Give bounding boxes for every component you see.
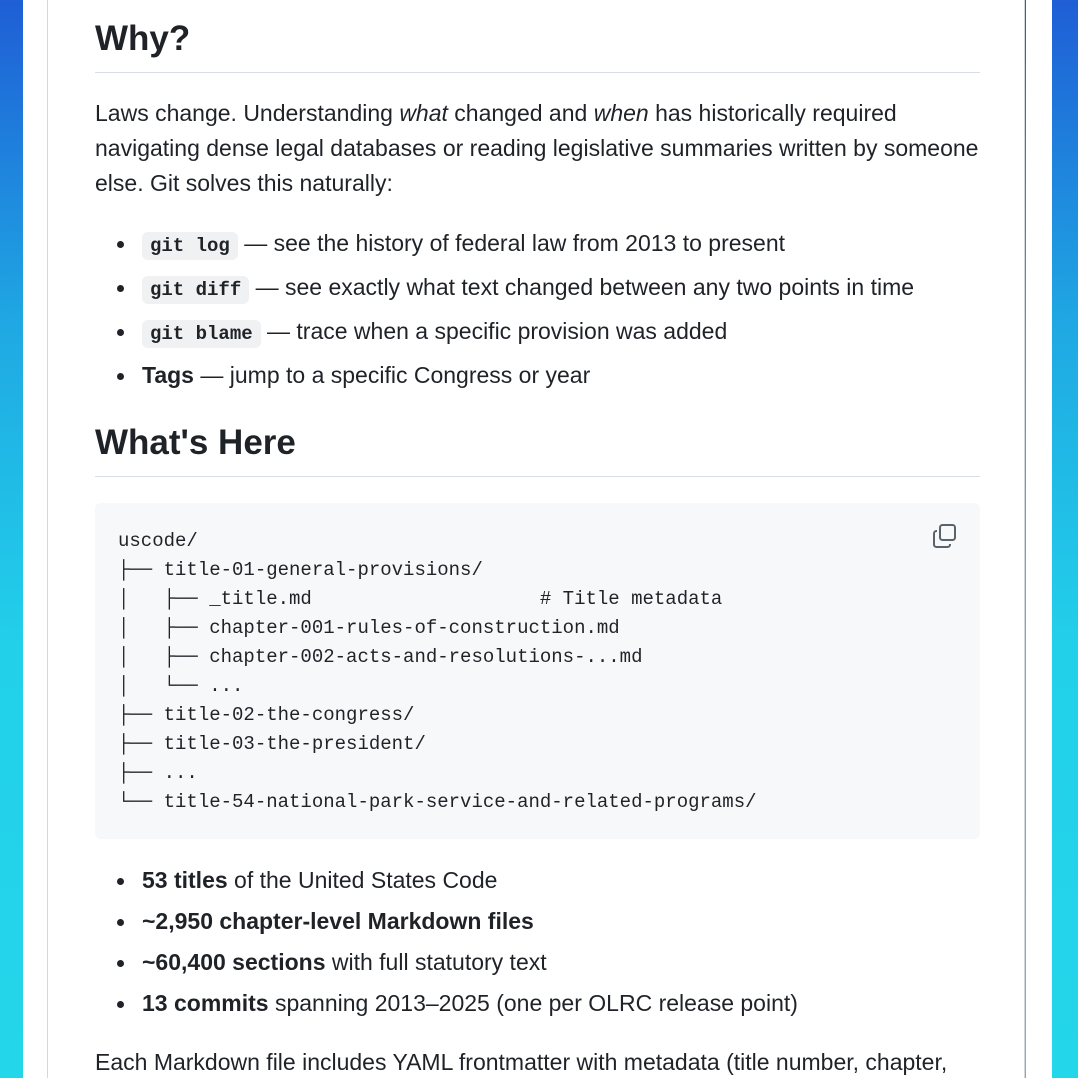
frontmatter-paragraph: Each Markdown file includes YAML frontmatter with metadata (title number, chapter,: [95, 1049, 948, 1075]
list-item: 13 commits spanning 2013–2025 (one per OLRC release point): [142, 983, 980, 1024]
inline-code: git diff: [142, 276, 249, 304]
footer-paragraph: [95, 1045, 980, 1078]
copy-button[interactable]: [932, 523, 958, 549]
list-item: git blame — trace when a specific provision was added: [142, 311, 980, 355]
list-item: ~2,950 chapter-level Markdown files: [142, 901, 980, 942]
list-item: git diff — see exactly what text changed between any two points in time: [142, 267, 980, 311]
copy-icon: [932, 523, 958, 549]
why-intro-paragraph: Laws change. Understanding what changed and when has historically required navigating dense legal databases or reading legislative summaries written by someone else. Git solves this naturally:: [95, 100, 979, 196]
why-heading: Why?: [95, 18, 980, 73]
list-item: git log — see the history of federal law from 2013 to present: [142, 223, 980, 267]
list-item: Tags — jump to a specific Congress or year: [142, 355, 980, 396]
left-gutter: [23, 0, 47, 1078]
list-item: 53 titles of the United States Code: [142, 860, 980, 901]
stats-list: [95, 860, 980, 1024]
list-item: ~60,400 sections with full statutory text: [142, 942, 980, 983]
why-intro: [95, 96, 980, 201]
inline-code: git blame: [142, 320, 261, 348]
whats-here-heading: What's Here: [95, 422, 980, 477]
code-block-content: uscode/ ├── title-01-general-provisions/ │ ├── _title.md # Title metadata │ ├── chapter-001-rules-of-construction.md │ ├── chapter-002-acts-and-resolutions-...md │ └── ... ├── title-02-the-congress/ ├── title-03-the-president/ ├── ... └── title-54-national-park-service-and-related-programs/: [118, 530, 757, 813]
whats-here-section: [95, 422, 980, 477]
why-list: [95, 223, 980, 396]
code-block[interactable]: [95, 503, 980, 839]
right-gutter: [1026, 0, 1052, 1078]
inline-code: git log: [142, 232, 238, 260]
why-section: [95, 18, 980, 73]
